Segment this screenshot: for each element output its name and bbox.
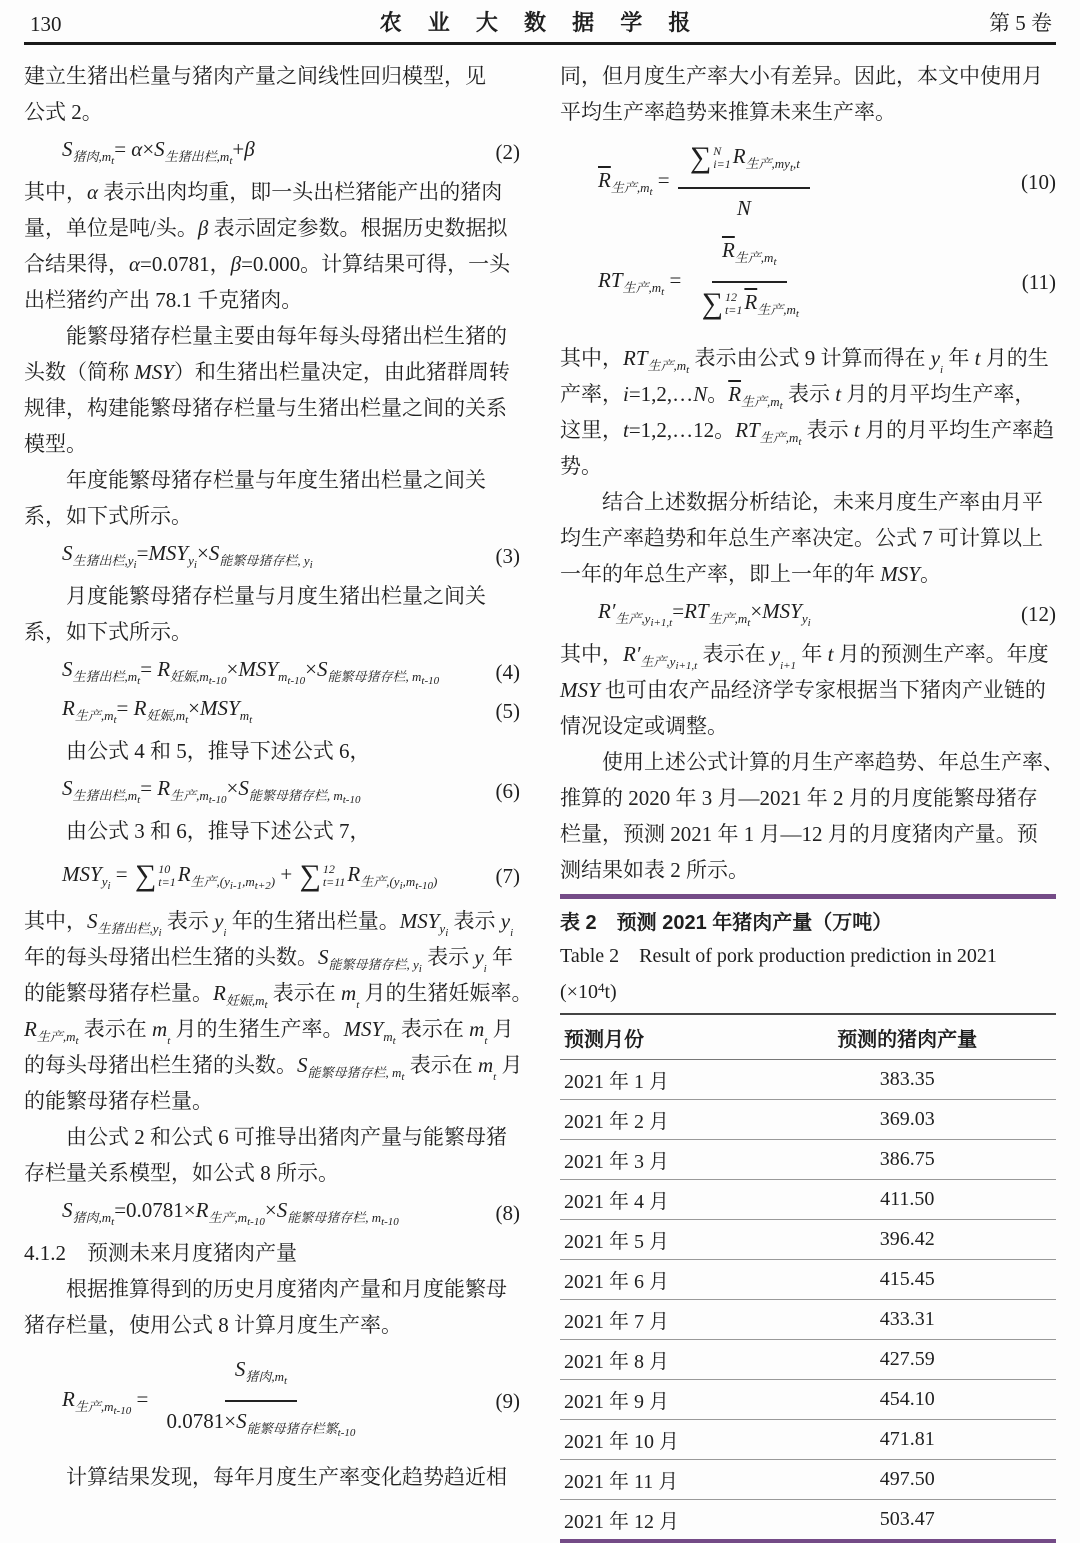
column-header-month: 预测月份	[560, 1014, 758, 1060]
text-line: 的每头母猪出栏生猪的头数。$S_{能繁母猪存栏, mt}$ 表示在 $m_t$ 月	[24, 1053, 523, 1083]
text-line: 由公式 4 和 5，推导下述公式 6，	[66, 739, 371, 763]
table-row	[560, 1180, 1056, 1220]
text-line: 其中，α 表示出肉均重，即一头出栏猪能产出的猪肉	[24, 180, 503, 204]
cell-production-value: 433.31	[758, 1300, 1056, 1340]
volume-label: 第 5 卷	[989, 11, 1052, 35]
table-row	[560, 1140, 1056, 1180]
cell-month: 2021 年 7 月	[560, 1300, 758, 1340]
text-line: MSY 也可由农产品经济学专家根据当下猪肉产业链的	[560, 678, 1046, 702]
text-line: 栏量，预测 2021 年 1 月—12 月的月度猪肉产量。预	[560, 822, 1038, 846]
text-line: 年的每头母猪出栏生猪的头数。$S_{能繁母猪存栏, yi}$ 表示 $y_i$ 年	[24, 945, 513, 975]
equation-number: (10)	[1021, 169, 1056, 194]
page-number: 130	[30, 12, 62, 36]
table-header-row	[560, 1014, 1056, 1060]
formula-6: $S_{生猪出栏,mt}= R_{生产,mt-10}\times S_{能繁母猪存栏, mt-10}$ (6)	[62, 776, 520, 806]
equation-number: (11)	[1021, 269, 1056, 294]
cell-month: 2021 年 10 月	[560, 1420, 758, 1460]
text-line: 存栏量关系模型，如公式 8 所示。	[24, 1161, 339, 1185]
text-line: 规律，构建能繁母猪存栏量与生猪出栏量之间的关系	[24, 396, 507, 420]
text-line: 测结果如表 2 所示。	[560, 858, 749, 882]
text-line: 建立生猪出栏量与猪肉产量之间线性回归模型，见	[24, 64, 486, 88]
text-line: 结合上述数据分析结论，未来月度生产率由月平	[602, 490, 1043, 514]
table-row	[560, 1060, 1056, 1100]
formula-7: $MSY_{yi}$ = ∑ 10 t=1 $R_{生产,(yi-1,mt+2)}$ + ∑ 12 t=11 $R_{生产,(yi,mt-10)}$ (7)	[62, 858, 520, 892]
table-row	[560, 1340, 1056, 1380]
two-column-body	[24, 45, 1064, 1543]
table-row	[560, 1460, 1056, 1500]
formula-2: $S_{猪肉,mt}= \alpha\times S_{生猪出栏,mt}+\beta$ (2)	[62, 137, 520, 167]
text-line: 平均生产率趋势来推算未来生产率。	[560, 100, 896, 124]
text-line: 同，但月度生产率大小有差异。因此，本文中使用月	[560, 64, 1043, 88]
formula-11: $RT_{生产,mt}$ = $\overline{R}_{生产,mt}$ ∑ 12 t=1 $\overline{R}_{生产,mt}$ (11)	[560, 234, 1056, 330]
formula-10: $\overline{R}_{生产,mt}$ = ∑ N i=1 $R_{生产,myt,t}$ N (10)	[598, 141, 1056, 220]
prediction-table	[560, 1013, 1056, 1539]
cell-production-value: 497.50	[758, 1460, 1056, 1500]
text-line: 由公式 3 和 6，推导下述公式 7，	[66, 819, 371, 843]
equation-number: (9)	[495, 1388, 520, 1413]
cell-production-value: 396.42	[758, 1220, 1056, 1260]
left-column	[24, 58, 533, 1543]
cell-production-value: 454.10	[758, 1380, 1056, 1420]
text-line: 均生产率趋势和年总生产率决定。公式 7 可计算以上	[560, 526, 1043, 550]
right-column	[560, 58, 1064, 1543]
text-line: 合结果得，α=0.0781，β=0.000。计算结果可得，一头	[24, 252, 511, 276]
cell-month: 2021 年 4 月	[560, 1180, 758, 1220]
cell-month: 2021 年 2 月	[560, 1100, 758, 1140]
text-line: 由公式 2 和公式 6 可推导出猪肉产量与能繁母猪	[66, 1125, 507, 1149]
cell-production-value: 427.59	[758, 1340, 1056, 1380]
cell-production-value: 383.35	[758, 1060, 1056, 1100]
text-line: 这里，t=1,2,…12。$RT_{生产,mt}$ 表示 t 月的月平均生产率趋	[560, 418, 1054, 448]
text-line: 年度能繁母猪存栏量与年度生猪出栏量之间关	[66, 468, 486, 492]
formula-4: $S_{生猪出栏,mt}= R_{妊娠,mt-10}\times MSY_{mt-10}\times S_{能繁母猪存栏, mt-10}$ (4)	[62, 657, 520, 687]
text-line: 其中，$S_{生猪出栏,yi}$ 表示 $y_i$ 年的生猪出栏量。$MSY_{yi}$ 表示 $y_i$	[24, 909, 514, 939]
equation-number: (7)	[495, 863, 520, 888]
text-line: 猪存栏量，使用公式 8 计算月度生产率。	[24, 1313, 402, 1337]
cell-month: 2021 年 3 月	[560, 1140, 758, 1180]
cell-production-value: 471.81	[758, 1420, 1056, 1460]
text-line: 能繁母猪存栏量主要由每年每头母猪出栏生猪的	[66, 324, 507, 348]
cell-month: 2021 年 8 月	[560, 1340, 758, 1380]
column-header-production: 预测的猪肉产量	[758, 1014, 1056, 1060]
equation-number: (8)	[495, 1200, 520, 1225]
table-row	[560, 1100, 1056, 1140]
formula-3: $S_{生猪出栏,yi}=MSY_{yi}\times S_{能繁母猪存栏, yi}$ (3)	[62, 541, 520, 571]
table-body	[560, 1060, 1056, 1540]
text-line: 推算的 2020 年 3 月—2021 年 2 月的月度能繁母猪存	[560, 786, 1038, 810]
table-row	[560, 1220, 1056, 1260]
text-line: 使用上述公式计算的月生产率趋势、年总生产率、	[602, 750, 1064, 774]
table-bottom-rule	[560, 1539, 1056, 1543]
cell-month: 2021 年 9 月	[560, 1380, 758, 1420]
text-line: 计算结果发现，每年月度生产率变化趋势趋近相	[66, 1465, 507, 1489]
table-row	[560, 1420, 1056, 1460]
cell-production-value: 503.47	[879, 1508, 935, 1530]
formula-5: $R_{生产,mt}= R_{妊娠,mt}\times MSY_{mt}$ (5)	[62, 696, 520, 726]
cell-month: 2021 年 6 月	[560, 1260, 758, 1300]
text-line: 势。	[560, 454, 602, 478]
text-line: 根据推算得到的历史月度猪肉产量和月度能繁母	[66, 1277, 507, 1301]
table-caption-cn: 表 2 预测 2021 年猪肉产量（万吨）	[560, 912, 893, 934]
text-line: $R_{生产,mt}$ 表示在 $m_t$ 月的生猪生产率。$MSY_{mt}$ 表示在 $m_t$ 月	[24, 1017, 514, 1047]
equation-number: (2)	[495, 139, 520, 164]
equation-number: (4)	[495, 659, 520, 684]
formula-12: $R'_{生产,yi+1,t}=RT_{生产,mt}\times MSY_{yi}$ (12)	[598, 599, 1056, 629]
table-row	[560, 1380, 1056, 1420]
text-line: 系，如下式所示。	[24, 504, 192, 528]
equation-number: (6)	[495, 778, 520, 803]
equation-number: (3)	[495, 543, 520, 568]
equation-number: (5)	[495, 698, 520, 723]
table-row	[560, 1500, 1056, 1540]
section-heading-4-1-2: 4.1.2 预测未来月度猪肉产量	[24, 1241, 297, 1265]
text-line: 头数（简称 MSY）和生猪出栏量决定，由此猪群周转	[24, 360, 510, 384]
text-line: 公式 2。	[24, 100, 103, 124]
cell-production-value: 386.75	[758, 1140, 1056, 1180]
text-line: 情况设定或调整。	[560, 714, 728, 738]
equation-number: (12)	[1021, 601, 1056, 626]
text-line: 模型。	[24, 432, 87, 456]
table-row	[560, 1300, 1056, 1340]
formula-8: $S_{猪肉,mt}=0.0781\times R_{生产,mt-10}\times S_{能繁母猪存栏, mt-10}$ (8)	[62, 1198, 520, 1228]
cell-production-value: 415.45	[758, 1260, 1056, 1300]
cell-month: 2021 年 5 月	[560, 1220, 758, 1260]
text-line: 量，单位是吨/头。β 表示固定参数。根据历史数据拟	[24, 216, 508, 240]
cell-production-value: 411.50	[758, 1180, 1056, 1220]
text-line: 其中，$RT_{生产,mt}$ 表示由公式 9 计算而得在 $y_i$ 年 t 月的生	[560, 346, 1049, 376]
formula-9: $R_{生产,mt-10}$ = $\frac{S_{猪肉,mt}}{0.0781\times S_{能繁母猪存栏繁t-10}}$ (9)	[24, 1353, 520, 1449]
cell-month: 2021 年 1 月	[560, 1060, 758, 1100]
text-line: 一年的年总生产率，即上一年的年 MSY。	[560, 562, 941, 586]
text-line: 系，如下式所示。	[24, 620, 192, 644]
text-line: 出栏猪约产出 78.1 千克猪肉。	[24, 288, 303, 312]
text-line: 的能繁母猪存栏量。	[24, 1089, 213, 1113]
text-line: 的能繁母猪存栏量。$R_{妊娠,mt}$ 表示在 $m_t$ 月的生猪妊娠率。	[24, 981, 533, 1011]
text-line: 其中，$R'_{生产,yi+1,t}$ 表示在 $y_{i+1}$ 年 t 月的预测生产率。年度	[560, 642, 1049, 672]
journal-title: 农 业 大 数 据 学 报	[379, 10, 701, 35]
cell-production-value: 369.03	[758, 1100, 1056, 1140]
table-caption-en: Table 2 Result of pork production prediction in 2021 $(\times 10^4t)$	[560, 945, 997, 1003]
text-line: 产率，i=1,2,…N。$\overline{R}_{生产,mt}$ 表示 t 月的月平均生产率，	[560, 382, 1036, 412]
table-2	[560, 894, 1056, 1543]
page-header	[24, 0, 1056, 39]
text-line: 月度能繁母猪存栏量与月度生猪出栏量之间关	[66, 584, 486, 608]
table-row	[560, 1260, 1056, 1300]
cell-month: 2021 年 12 月	[564, 1511, 679, 1533]
cell-month: 2021 年 11 月	[560, 1460, 758, 1500]
